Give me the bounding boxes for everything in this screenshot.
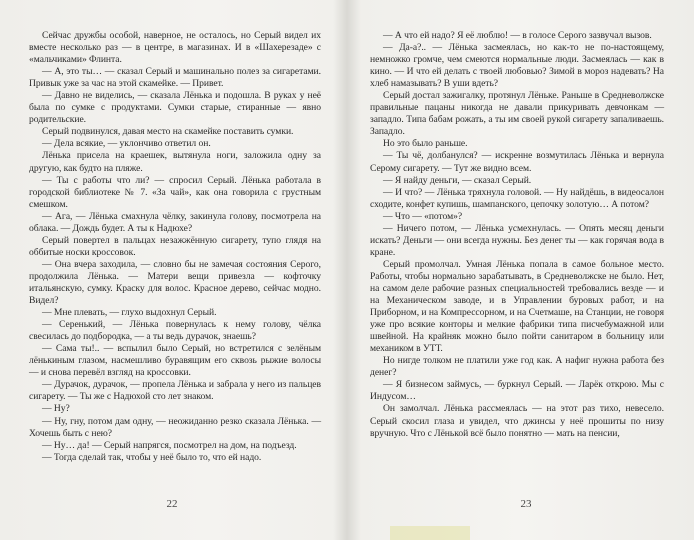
paragraph: — Ну… да! — Серый напрягся, посмотрел на дом, на подъезд. (42, 439, 297, 451)
paragraph: — Тогда сделай так, чтобы у неё было то, что ей надо. (42, 451, 262, 463)
paragraph: — Она вчера заходила, — словно бы не замечая состояния Серого, продолжила Лёнька. — Матери вещи привезла — кофточку итальянскую, сумку. Краску для волос. Красное дерево, сейчас модно. Видел? (29, 258, 321, 307)
paragraph: Но нигде толком не платили уже год как. А нафиг нужна работа без денег? (370, 355, 664, 379)
paragraph: Серый подвинулся, давая место на скамейке поставить сумки. (42, 126, 294, 138)
paragraph: — Дурачок, дурачок, — пропела Лёнька и забрала у него из пальцев сигарету. — Ты же с Надюхой сто лет знаком. (29, 379, 321, 403)
paragraph: Но это было раньше. (383, 138, 468, 150)
paragraph: — Что — «потом»? (383, 210, 463, 222)
paragraph: — Я бизнесом займусь, — буркнул Серый. — Ларёк открою. Мы с Индусом… (370, 379, 664, 403)
paragraph: — Я найду деньги, — сказал Серый. (383, 174, 532, 186)
paragraph: — Ага, — Лёнька смахнула чёлку, закинула голову, посмотрела на облака. — Дождь будет. А ты к Надюхе? (29, 210, 321, 234)
paragraph: — Ну? (42, 403, 70, 415)
left-page (29, 30, 321, 464)
paragraph: Серый промолчал. Умная Лёнька попала в самое больное место. Работы, чтобы нормально зарабатывать, в Средневолжске не было. Нет, на самом деле рабочие разных специальностей требовались везде — и на Механическом заводе, и в Управлении буровых работ, и на Приборном, и на Компрессорном, и на Счетмаше, на Станции, не говоря уже про всякие конторы и мелкие фабрики типа писчебумажной или швейной. На крайняк можно было пойти санитаром в больницу или механиком в УТТ. (370, 258, 664, 355)
right-page (370, 30, 664, 440)
paragraph: Серый достал зажигалку, протянул Лёньке. Раньше в Средневолжске правильные пацаны никогда не давали прикуривать девчонкам — западло. Типа бабам рожать, а ты им своей рукой сигарету запаливаешь. Западло. (370, 90, 664, 138)
paragraph: — И что? — Лёнька тряхнула головой. — Ну найдёшь, в видеосалон сходите, конфет купишь, шампанского, цепочку золотую… А потом? (370, 186, 664, 210)
paragraph: — Ну, гну, потом дам одну, — неожиданно резко сказала Лёнька. — Хочешь быть с нею? (29, 415, 321, 439)
paragraph: — Давно не виделись, — сказала Лёнька и подошла. В руках у неё была по сумке с продуктами. Сумки старые, стиранные — явно родительские. (29, 90, 321, 126)
paragraph: — Сама ты!.. — вспылил было Серый, но встретился с зелёным лёнькиным глазом, насмешливо буравящим его сквозь рыжие волосы — и снова перевёл взгляд на кроссовки. (29, 343, 321, 379)
paragraph: Сейчас дружбы особой, наверное, не осталось, но Серый видел их вместе несколько раз — в центре, в магазинах. И в «Шахерезаде» с «мальчиками» Флинта. (29, 30, 321, 66)
paragraph: Он замолчал. Лёнька рассмеялась — на этот раз тихо, невесело. Серый скосил глаза и увидел, что джинсы у неё прошиты по низу вручную. Что с Лёнькой всё было понятно — мать на пенсии, (370, 403, 664, 439)
paragraph: — А что ей надо? Я её люблю! — в голосе Серого зазвучал вызов. (383, 30, 652, 41)
paragraph: — Серенький, — Лёнька повернулась к нему голову, чёлка свесилась до подбородка, — а ты ведь дурачок, знаешь? (29, 319, 321, 343)
paragraph: — Мне плевать, — глухо выдохнул Серый. (42, 307, 217, 319)
right-page-number: 23 (520, 498, 532, 510)
paragraph: — А, это ты… — сказал Серый и машинально полез за сигаретами. Привык уже за час на этой скамейке. — Привет. (29, 66, 321, 90)
paragraph: — Ничего потом, — Лёнька усмехнулась. — Опять месяц деньги искать? Деньги — они всегда нужны. Без денег ты — как горячая вода в кране. (370, 222, 664, 258)
paragraph: — Ты с работы что ли? — спросил Серый. Лёнька работала в городской библиотеке № 7. «За чай», как она говорила с грустным смешком. (29, 174, 321, 210)
paragraph: — Дела всякие, — уклончиво ответил он. (42, 138, 211, 150)
left-page-number: 22 (166, 498, 178, 510)
paragraph: — Ты чё, долбанулся? — искренне возмутилась Лёнька и вернула Серому сигарету. — Тут же видно всем. (370, 150, 664, 174)
paragraph: Лёнька присела на краешек, вытянула ноги, заложила одну за другую, как будто на пляже. (29, 150, 321, 174)
paragraph: Серый повертел в пальцах незажжённую сигарету, тупо глядя на оббитые носки кроссовок. (29, 234, 321, 258)
bottom-stamp (390, 526, 470, 540)
paragraph: — Да-а?.. — Лёнька засмеялась, но как-то не по-настоящему, немножко громче, чем смеются нормальные люди. Засмеялась — как в кино. — И что ей делать с твоей любовью? Зимой в мороз надевать? На хлеб намазывать? В уши вдеть? (370, 42, 664, 90)
